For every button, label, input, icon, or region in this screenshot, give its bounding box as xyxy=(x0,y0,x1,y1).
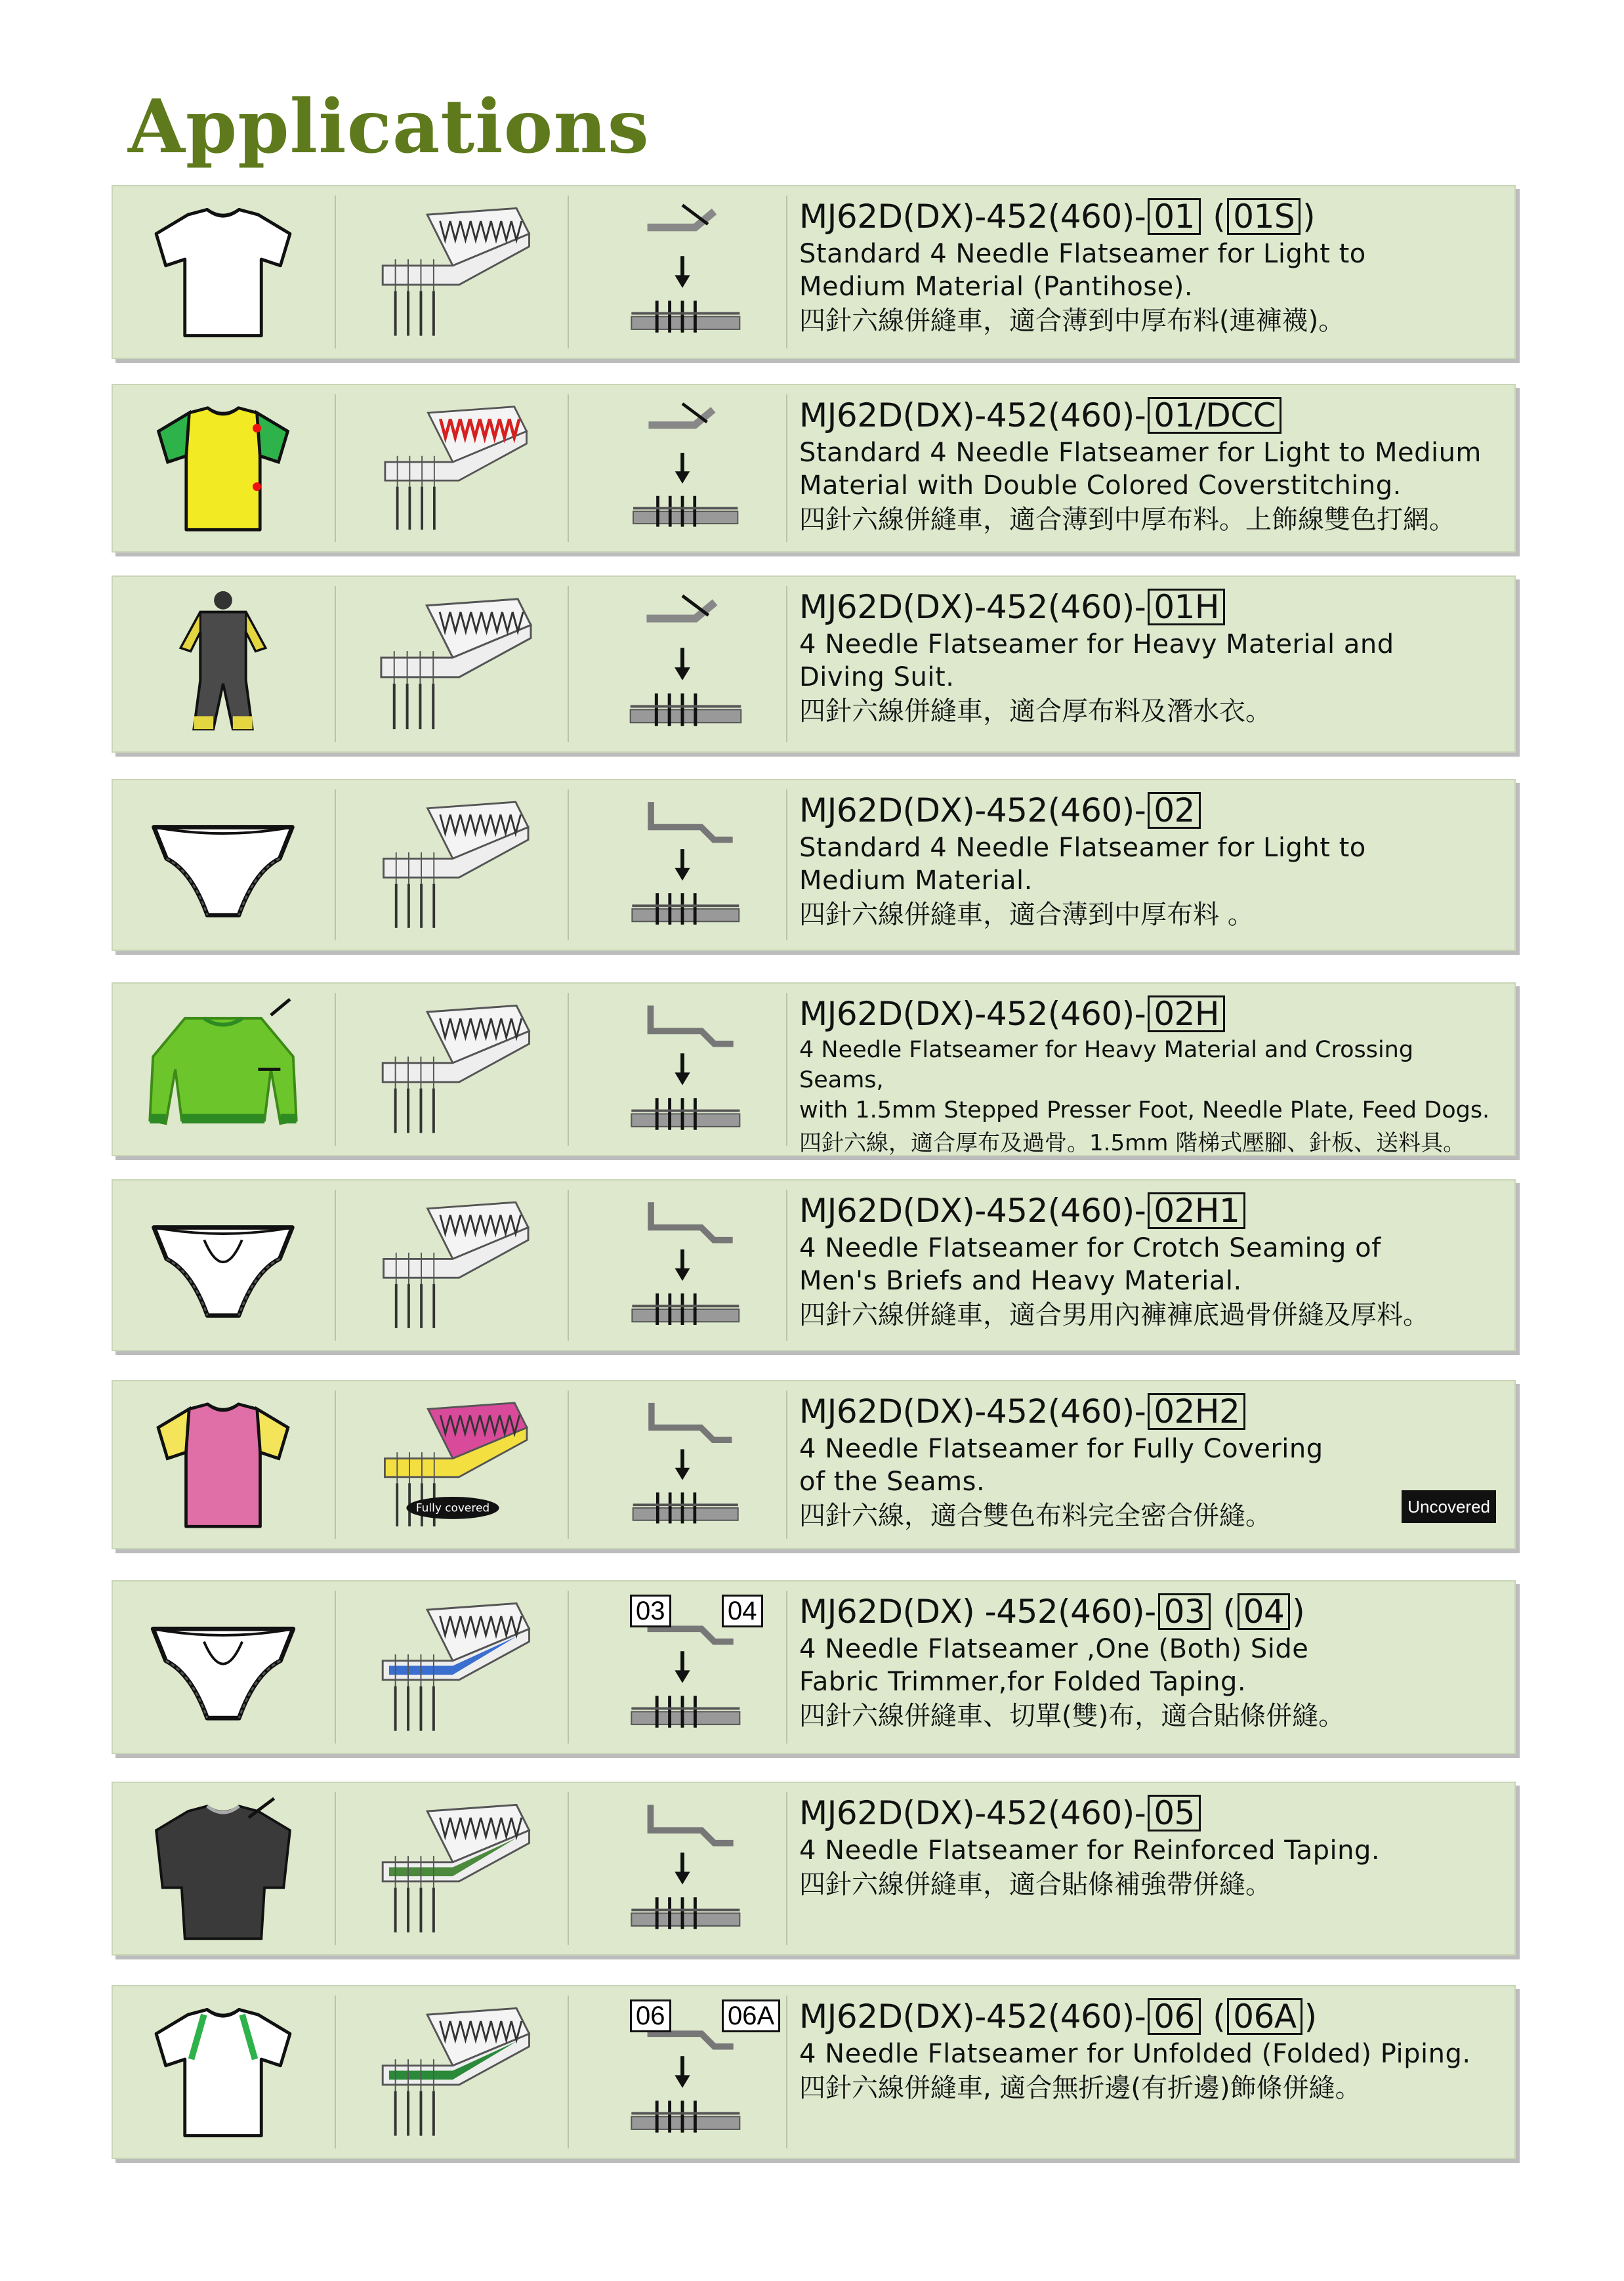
column-divider xyxy=(335,1792,336,1945)
application-description xyxy=(799,196,1496,351)
foot-variant-label: 04 xyxy=(722,1595,763,1627)
english-description: Standard 4 Needle Flatseamer for Light to Medium Material. xyxy=(799,833,1366,896)
model-code-box: 05 xyxy=(1148,1795,1201,1831)
column-divider xyxy=(568,394,569,542)
column-divider xyxy=(335,789,336,940)
application-row xyxy=(112,1580,1516,1754)
mens-briefs-icon xyxy=(125,1190,322,1341)
model-prefix: MJ62D(DX)-452(460)- xyxy=(799,588,1146,626)
application-description xyxy=(799,1391,1496,1541)
chinese-description: 四針六線，適合厚布及過骨。1.5mm 階梯式壓腳、針板、送料具。 xyxy=(799,1130,1466,1156)
mens-briefs-icon xyxy=(125,1591,322,1744)
model-code-box: 02 xyxy=(1148,792,1201,829)
model-number xyxy=(799,1190,1496,1232)
model-number xyxy=(799,993,1496,1035)
flat-stitch-diagram-icon xyxy=(348,1190,558,1341)
stepped-feed-diagram-icon xyxy=(591,993,774,1146)
column-divider xyxy=(568,1792,569,1945)
column-divider xyxy=(568,1996,569,2148)
model-code-box: 03 xyxy=(1158,1593,1211,1630)
foot-variant-label: 06 xyxy=(630,1999,671,2032)
application-row xyxy=(112,575,1516,753)
flat-stitch-diagram-icon xyxy=(348,196,558,348)
model-number xyxy=(799,789,1496,831)
application-description xyxy=(799,1792,1496,1948)
double-color-stitch-icon xyxy=(348,394,558,542)
column-divider xyxy=(786,586,787,742)
chinese-description: 四針六線併縫車，適合薄到中厚布料 。 xyxy=(799,900,1254,930)
model-prefix: MJ62D(DX)-452(460)- xyxy=(799,396,1146,434)
stepped-feed-diagram-icon xyxy=(591,789,774,940)
chinese-description: 四針六線併縫車, 適合無折邊(有折邊)飾條併縫。 xyxy=(799,2073,1362,2103)
model-number: MJ62D(DX)-452(460)- 01 ( 01S ) xyxy=(799,198,1316,236)
model-code-box: 02H2 xyxy=(1148,1393,1245,1430)
model-code-box: 01S xyxy=(1227,198,1301,235)
column-divider xyxy=(335,1391,336,1539)
feed-diagram-icon xyxy=(591,394,774,542)
column-divider xyxy=(568,993,569,1146)
model-code-box: 02H xyxy=(1148,995,1225,1032)
foot-variant-label: 03 xyxy=(630,1595,671,1627)
column-divider xyxy=(568,789,569,940)
model-prefix: MJ62D(DX)-452(460)- xyxy=(799,995,1146,1033)
model-code-box: 04 xyxy=(1238,1593,1291,1630)
model-number: MJ62D(DX)-452(460)- 06 ( 06A ) xyxy=(799,1998,1317,2036)
green-tape-stitch-icon xyxy=(348,1792,558,1945)
application-description xyxy=(799,394,1496,545)
application-description xyxy=(799,1591,1496,1746)
column-divider xyxy=(335,196,336,348)
column-divider xyxy=(786,1190,787,1341)
column-divider xyxy=(335,1190,336,1341)
chinese-description: 四針六線併縫車，適合厚布料及潛水衣。 xyxy=(799,696,1272,726)
feed-diagram-icon xyxy=(591,196,774,348)
application-row xyxy=(112,1782,1516,1956)
english-description: Standard 4 Needle Flatseamer for Light to Medium Material (Pantihose). xyxy=(799,239,1366,302)
model-code-box: 01/DCC xyxy=(1148,397,1281,434)
model-number xyxy=(799,586,1496,628)
stepped-feed-diagram-icon xyxy=(591,1190,774,1341)
fully-covered-stitch-icon xyxy=(348,1391,558,1539)
application-row xyxy=(112,1985,1516,2159)
english-description: 4 Needle Flatseamer ,One (Both) Side Fabric Trimmer,for Folded Taping. xyxy=(799,1634,1309,1697)
application-row xyxy=(112,1179,1516,1351)
pink-tshirt-icon xyxy=(125,1391,322,1539)
model-number xyxy=(799,394,1496,436)
model-code-box: 06 xyxy=(1148,1998,1201,2035)
column-divider xyxy=(568,1391,569,1539)
english-description: 4 Needle Flatseamer for Reinforced Taping. xyxy=(799,1835,1381,1866)
english-description: 4 Needle Flatseamer for Heavy Material and Crossing Seams, with 1.5mm Stepped Presser Foot, Needle Plate, Feed Dogs. xyxy=(799,1037,1490,1123)
column-divider xyxy=(786,1591,787,1744)
wetsuit-icon xyxy=(125,586,322,742)
sweater-icon xyxy=(125,993,322,1146)
model-prefix: MJ62D(DX)-452(460)- xyxy=(799,1998,1146,2036)
application-description xyxy=(799,1190,1496,1343)
chinese-description: 四針六線併縫車，適合貼條補強帶併縫。 xyxy=(799,1870,1272,1900)
feed-diagram-icon xyxy=(591,586,774,742)
colored-tshirt-icon xyxy=(125,394,322,542)
chinese-description: 四針六線併縫車、切單(雙)布，適合貼條併縫。 xyxy=(799,1701,1345,1731)
column-divider xyxy=(335,1996,336,2148)
model-number xyxy=(799,1391,1496,1433)
column-divider xyxy=(335,1591,336,1744)
english-description: 4 Needle Flatseamer for Unfolded (Folded) Piping. xyxy=(799,2039,1471,2069)
page-title: Applications xyxy=(128,84,650,170)
application-description xyxy=(799,993,1496,1156)
english-description: 4 Needle Flatseamer for Heavy Material and Diving Suit. xyxy=(799,629,1394,692)
column-divider xyxy=(786,789,787,940)
column-divider xyxy=(568,1591,569,1744)
model-prefix: MJ62D(DX)-452(460)- xyxy=(799,1392,1146,1431)
uncovered-label: Uncovered xyxy=(1402,1490,1496,1523)
flat-stitch-diagram-icon xyxy=(348,586,558,742)
stepped-feed-diagram-icon xyxy=(591,1391,774,1539)
model-prefix: MJ62D(DX)-452(460)- xyxy=(799,1794,1146,1832)
flat-stitch-diagram-icon xyxy=(348,993,558,1146)
column-divider xyxy=(786,1391,787,1539)
model-code-box: 06A xyxy=(1227,1998,1302,2035)
model-prefix: MJ62D(DX)-452(460)- xyxy=(799,1192,1146,1230)
chinese-description: 四針六線併縫車，適合薄到中厚布料。上飾線雙色打網。 xyxy=(799,505,1455,535)
chinese-description: 四針六線，適合雙色布料完全密合併縫。 xyxy=(799,1501,1272,1531)
chinese-description: 四針六線併縫車，適合薄到中厚布料(連褲襪)。 xyxy=(799,306,1345,336)
application-row xyxy=(112,1380,1516,1549)
stepped-feed-diagram-icon xyxy=(591,1792,774,1945)
column-divider xyxy=(335,394,336,542)
column-divider xyxy=(568,586,569,742)
chinese-description: 四針六線併縫車，適合男用內褲褲底過骨併縫及厚料。 xyxy=(799,1300,1429,1330)
piped-tshirt-icon xyxy=(125,1996,322,2148)
column-divider xyxy=(568,196,569,348)
piping-stitch-icon xyxy=(348,1996,558,2148)
column-divider xyxy=(786,394,787,542)
model-number xyxy=(799,1792,1496,1834)
column-divider xyxy=(335,993,336,1146)
english-description: 4 Needle Flatseamer for Fully Covering of the Seams. xyxy=(799,1434,1323,1497)
application-row xyxy=(112,982,1516,1156)
model-code-box: 02H1 xyxy=(1148,1192,1245,1229)
application-row xyxy=(112,384,1516,553)
column-divider xyxy=(786,1996,787,2148)
blue-tape-stitch-icon xyxy=(348,1591,558,1744)
application-description xyxy=(799,789,1496,943)
foot-variant-label: 06A xyxy=(722,1999,780,2032)
model-prefix: MJ62D(DX) -452(460)- xyxy=(799,1593,1156,1631)
model-code-box: 01 xyxy=(1148,198,1201,235)
model-prefix: MJ62D(DX)-452(460)- xyxy=(799,791,1146,829)
model-prefix: MJ62D(DX)-452(460)- xyxy=(799,198,1146,236)
column-divider xyxy=(335,586,336,742)
application-row xyxy=(112,185,1516,359)
sport-shirt-icon xyxy=(125,1792,322,1945)
column-divider xyxy=(786,993,787,1146)
application-description xyxy=(799,586,1496,745)
english-description: 4 Needle Flatseamer for Crotch Seaming of Men's Briefs and Heavy Material. xyxy=(799,1233,1381,1296)
covered-label: Fully covered xyxy=(415,1501,490,1515)
column-divider xyxy=(786,1792,787,1945)
application-row xyxy=(112,779,1516,951)
tshirt-icon xyxy=(125,196,322,348)
column-divider xyxy=(786,196,787,348)
flat-stitch-diagram-icon xyxy=(348,789,558,940)
model-code-box: 01H xyxy=(1148,589,1225,625)
model-number: MJ62D(DX) -452(460)- 03 ( 04 ) xyxy=(799,1593,1305,1631)
column-divider xyxy=(568,1190,569,1341)
english-description: Standard 4 Needle Flatseamer for Light to Medium Material with Double Colored Coverstitching. xyxy=(799,438,1482,501)
application-description xyxy=(799,1996,1496,2151)
briefs-icon xyxy=(125,789,322,940)
